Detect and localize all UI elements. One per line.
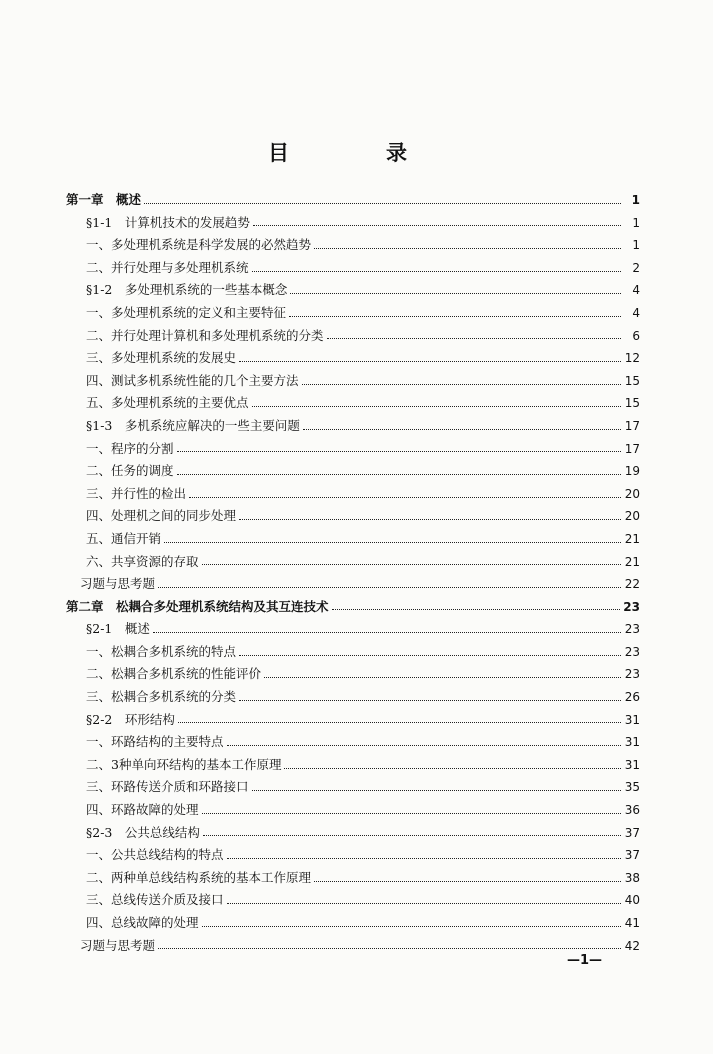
toc-entry-page: 31 [624,757,640,772]
leader-dots [332,609,621,610]
leader-dots [252,271,621,272]
toc-entry [66,732,640,755]
toc-entry-title: 三、松耦合多机系统的分类 [86,689,237,705]
toc-entry [66,936,640,959]
toc-entry-page: 41 [624,916,640,930]
toc-entry [66,687,640,710]
toc-entry-title: 六、共享资源的存取 [86,553,199,569]
toc-entry [66,868,640,891]
toc-entry-page: 4 [632,283,640,298]
toc-entry [66,280,640,303]
toc-entry-title: 二、并行处理计算机和多处理机系统的分类 [86,327,324,343]
toc-entry-page: 42 [624,938,640,953]
page-number-footer: —1— [567,953,603,968]
page-title: 目 录 [268,141,445,165]
toc-entry-title: §2-3 公共总线结构 [86,824,200,840]
leader-dots [239,700,621,701]
toc-entry-title: 第一章 概述 [66,192,142,207]
toc-entry-title: 三、多处理机系统的发展史 [86,350,237,366]
toc-entry-page: 20 [624,486,640,501]
toc-entry [66,800,640,823]
leader-dots [227,903,621,904]
leader-dots [314,248,621,249]
toc-entry-page: 40 [624,893,640,908]
toc-entry-title: 一、程序的分割 [86,440,174,456]
toc-entry-title: 五、通信开销 [86,530,162,546]
toc-entry-page: 38 [624,870,640,885]
toc-entry-page: 19 [624,464,640,479]
toc-entry-page: 26 [624,690,640,705]
toc-entry [66,371,640,394]
leader-dots [252,406,621,407]
toc-entry-title: 三、并行性的检出 [86,485,187,501]
toc-entry-title: 二、并行处理与多处理机系统 [86,259,249,275]
toc-entry [66,913,640,936]
leader-dots [202,926,621,927]
toc-entry-title: 一、多处理机系统的定义和主要特征 [86,304,287,320]
toc-entry-page: 31 [624,712,640,727]
toc-entry-page: 15 [624,373,640,388]
toc-entry-title: 二、两种单总线结构系统的基本工作原理 [86,869,312,885]
leader-dots [253,225,621,226]
leader-dots [289,316,621,317]
leader-dots [327,338,621,339]
toc-entry-page: 15 [624,396,640,411]
toc-entry-page: 23 [624,622,640,637]
toc-entry [66,777,640,800]
toc-entry-page: 20 [624,509,640,524]
toc-entry-page: 17 [624,441,640,456]
leader-dots [153,632,621,633]
leader-dots [203,835,621,836]
toc-entry-page: 1 [632,238,640,253]
leader-dots [302,384,621,385]
toc-entry-title: 习题与思考题 [80,576,156,592]
leader-dots [252,790,621,791]
toc-entry [66,484,640,507]
toc-entry-title: 四、环路故障的处理 [86,802,199,818]
toc-entry-title: 二、任务的调度 [86,463,174,479]
toc-entry-title: 一、多处理机系统是科学发展的必然趋势 [86,237,312,253]
toc-entry [66,552,640,575]
toc-entry-title: 第二章 松耦合多处理机系统结构及其互连技术 [66,598,329,614]
leader-dots [239,655,621,656]
toc-entry-page: 37 [624,825,640,840]
toc-entry [66,258,640,281]
toc-entry-title: §1-3 多机系统应解决的一些主要问题 [86,417,300,433]
toc-entry [66,755,640,778]
toc-entry-page: 6 [632,328,640,343]
toc-entry-page: 1 [632,215,640,230]
leader-dots [144,203,621,204]
toc-entry [66,574,640,597]
toc-entry [66,642,640,665]
toc-entry-title: 三、总线传送介质及接口 [86,892,224,908]
toc-entry-title: 三、环路传送介质和环路接口 [86,779,249,795]
toc-entry-title: 四、处理机之间的同步处理 [86,508,237,524]
toc-entry-page: 22 [624,577,640,592]
leader-dots [264,677,621,678]
leader-dots [227,745,621,746]
toc-entry-page: 21 [624,531,640,546]
toc-entry-page: 2 [632,260,640,275]
toc-entry-page: 12 [624,351,640,366]
toc-entry [66,190,640,213]
toc-entry [66,235,640,258]
toc-entry [66,597,640,620]
leader-dots [177,451,621,452]
leader-dots [177,474,621,475]
toc-entry-title: 四、测试多机系统性能的几个主要方法 [86,372,299,388]
toc-entry-page: 36 [624,803,640,818]
toc-entry [66,619,640,642]
leader-dots [189,497,621,498]
leader-dots [239,519,621,520]
toc-entry [66,506,640,529]
toc-entry [66,710,640,733]
leader-dots [303,429,621,430]
leader-dots [239,361,621,362]
toc-entry-title: 四、总线故障的处理 [86,915,199,930]
toc-entry-page: 31 [624,735,640,750]
toc-entry-page: 4 [632,305,640,320]
leader-dots [227,858,621,859]
leader-dots [314,881,621,882]
toc-entry [66,393,640,416]
toc-entry-page: 17 [624,418,640,433]
toc-entry-title: 二、3种单向环结构的基本工作原理 [86,756,282,772]
leader-dots [178,722,621,723]
leader-dots [164,542,621,543]
toc-entry [66,416,640,439]
toc-entry-title: 一、环路结构的主要特点 [86,734,224,750]
toc-entry [66,664,640,687]
toc-entry [66,823,640,846]
leader-dots [284,768,621,769]
toc-entry-title: §1-2 多处理机系统的一些基本概念 [86,282,288,298]
leader-dots [202,564,621,565]
toc-entry [66,890,640,913]
toc-entry [66,213,640,236]
toc-entry-title: §2-2 环形结构 [86,711,175,727]
toc-entry [66,326,640,349]
toc-entry-title: 二、松耦合多机系统的性能评价 [86,666,262,682]
toc-entry-title: 一、松耦合多机系统的特点 [86,643,237,659]
leader-dots [158,948,621,949]
toc-entry [66,461,640,484]
leader-dots [202,813,621,814]
table-of-contents [66,190,640,958]
toc-entry-title: 五、多处理机系统的主要优点 [86,395,249,411]
leader-dots [290,293,621,294]
toc-entry [66,303,640,326]
toc-entry [66,529,640,552]
toc-entry-page: 21 [624,554,640,569]
toc-entry-page: 23 [623,599,640,614]
toc-entry-title: §2-1 概述 [86,621,150,637]
toc-entry [66,845,640,868]
toc-entry-title: §1-1 计算机技术的发展趋势 [86,214,250,230]
toc-entry-page: 23 [624,667,640,682]
toc-entry [66,439,640,462]
toc-entry-page: 1 [631,193,640,207]
toc-entry-page: 35 [624,780,640,795]
toc-entry-page: 37 [624,848,640,863]
toc-entry-title: 习题与思考题 [80,937,156,953]
toc-entry-page: 23 [624,644,640,659]
leader-dots [158,587,621,588]
toc-entry-title: 一、公共总线结构的特点 [86,847,224,863]
toc-entry [66,348,640,371]
